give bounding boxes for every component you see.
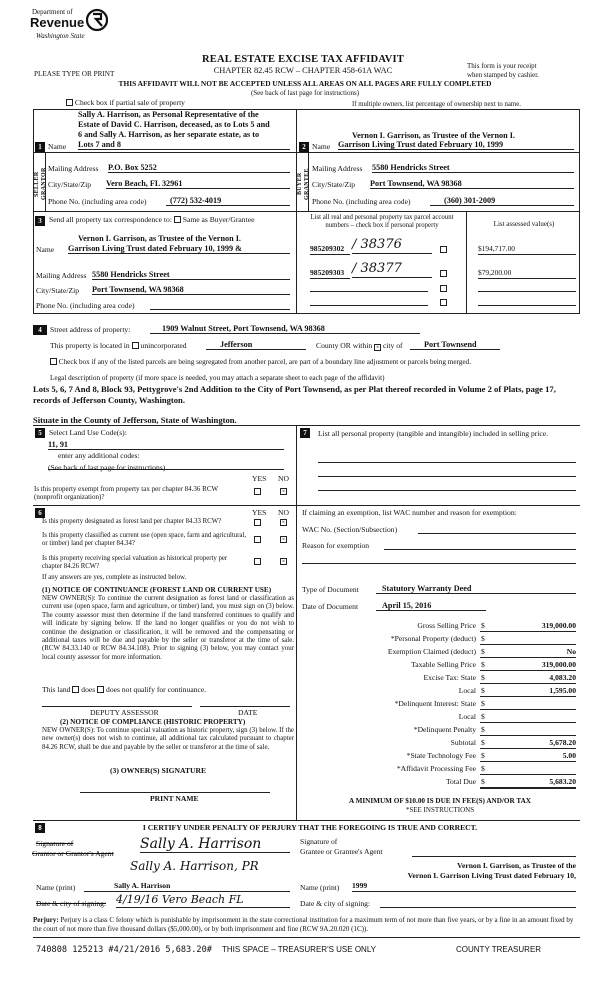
within-city-checkbox[interactable]: × bbox=[375, 345, 380, 351]
s5-yes-header: YES bbox=[252, 474, 267, 483]
located-row bbox=[50, 342, 580, 351]
corr-name-label: Name bbox=[36, 245, 55, 254]
washington-state-text: Washington State bbox=[36, 32, 85, 40]
fee-label: Excise Tax: State bbox=[423, 673, 476, 682]
fee-label: *Delinquent Interest: State bbox=[394, 699, 476, 708]
forest-no-checkbox[interactable]: × bbox=[281, 520, 286, 526]
parcel-empty-row[interactable] bbox=[310, 305, 428, 306]
parcel-row bbox=[310, 261, 578, 280]
partial-sale-label: Check box if partial sale of property bbox=[74, 98, 185, 107]
parcel-handwritten-id: / 38377 bbox=[352, 262, 432, 278]
wac-label: WAC No. (Section/Subsection) bbox=[302, 525, 398, 534]
land-use-code-field[interactable]: 11, 91 bbox=[48, 440, 284, 450]
seller-name-field[interactable]: Lots 7 and 8 bbox=[78, 140, 290, 150]
fee-dollar: $ bbox=[481, 673, 485, 682]
grantor-name-print[interactable]: Sally A. Harrison bbox=[84, 882, 290, 892]
fee-value[interactable]: 1,595.00 bbox=[480, 687, 576, 697]
grantor-name-print-label: Name (print) bbox=[36, 883, 76, 892]
parcel-personal-checkbox[interactable] bbox=[440, 285, 447, 292]
buyer-name-field[interactable]: Garrison Living Trust dated February 10, 1999 bbox=[338, 140, 574, 150]
exempt-no-checkbox[interactable]: × bbox=[281, 489, 286, 495]
minimum-fee-note: A MINIMUM OF $10.00 IS DUE IN FEE(S) AND/OR TAX bbox=[349, 797, 531, 805]
seller-mailing-field[interactable]: P.O. Box 5252 bbox=[108, 163, 290, 173]
seller-phone-field[interactable]: (772) 532-4019 bbox=[166, 196, 290, 206]
fee-dollar: $ bbox=[481, 738, 485, 747]
current-use-no-checkbox[interactable]: × bbox=[281, 537, 286, 543]
fee-dollar: $ bbox=[481, 712, 485, 721]
corr-city-field[interactable]: Port Townsend, WA 98368 bbox=[92, 285, 290, 295]
buyer-name-line-1: Vernon I. Garrison, as Trustee of the Vernon I. bbox=[352, 131, 515, 140]
corr-name-field[interactable]: Garrison Living Trust dated February 10, 1999 & bbox=[68, 244, 290, 254]
perjury-notice bbox=[33, 916, 580, 934]
seller-name-line-1: Sally A. Harrison, as Personal Representative of the bbox=[78, 110, 259, 119]
parcel-empty-value[interactable] bbox=[478, 291, 576, 292]
deputy-assessor-line[interactable] bbox=[42, 706, 192, 707]
deputy-assessor-label: DEPUTY ASSESSOR bbox=[90, 708, 159, 717]
fee-label: *Personal Property (deduct) bbox=[390, 634, 476, 643]
corr-phone-field[interactable] bbox=[150, 309, 290, 310]
notice-compliance-text: NEW OWNER(S): To continue special valuation as historic property, sign (3) below. If the new owner(s) does not wish to continue, all additional tax calculated pursuant to chapter 84.26 RCW, shall be due and payable by the seller or transferor at the time of sale. bbox=[42, 727, 294, 751]
segregated-checkbox[interactable] bbox=[50, 358, 57, 365]
personal-property-line[interactable] bbox=[318, 476, 576, 477]
does-label: does bbox=[81, 685, 96, 694]
receipt-note-2: when stamped by cashier. bbox=[467, 71, 539, 79]
owner-signature-line[interactable] bbox=[80, 792, 270, 793]
section-3-marker: 3 bbox=[35, 216, 45, 226]
exemption-claim-label: If claiming an exemption, list WAC number and reason for exemption: bbox=[302, 508, 517, 517]
personal-property-line[interactable] bbox=[318, 490, 576, 491]
form-title: REAL ESTATE EXCISE TAX AFFIDAVIT bbox=[201, 54, 405, 65]
forest-land-question: Is this property designated as forest land per chapter 84.33 RCW? bbox=[42, 518, 222, 525]
fee-dollar: $ bbox=[481, 699, 485, 708]
same-as-buyer-label: Same as Buyer/Grantee bbox=[182, 215, 255, 224]
fee-value[interactable] bbox=[480, 726, 576, 736]
section-1-marker: 1 bbox=[35, 142, 45, 152]
seller-name-lines bbox=[78, 110, 270, 140]
land-does-not-checkbox[interactable] bbox=[97, 686, 104, 693]
grantee-sig-label-2: Grantee or Grantee's Agent bbox=[300, 847, 383, 856]
land-qualify-row bbox=[42, 686, 206, 695]
historic-question: Is this property receiving special valuation as historical property per chapter 84.26 RCW? bbox=[42, 555, 228, 570]
section-5-marker: 5 bbox=[35, 428, 45, 438]
receipt-note-1: This form is your receipt bbox=[467, 62, 537, 70]
section-7-marker: 7 bbox=[300, 428, 310, 438]
see-instructions-note: *SEE INSTRUCTIONS bbox=[405, 806, 475, 814]
print-name-label: PRINT NAME bbox=[150, 794, 199, 803]
exemption-reason-label: Reason for exemption bbox=[302, 541, 370, 550]
buyer-mailing-label: Mailing Address bbox=[312, 164, 363, 173]
form-subtitle: CHAPTER 82.45 RCW – CHAPTER 458-61A WAC bbox=[213, 66, 393, 75]
notice-compliance-title: (2) NOTICE OF COMPLIANCE (HISTORIC PROPERTY) bbox=[60, 718, 246, 726]
parcel-personal-checkbox[interactable] bbox=[440, 299, 447, 306]
grantee-date-city-line[interactable] bbox=[380, 907, 576, 908]
parcel-handwritten-id: / 38376 bbox=[352, 238, 432, 254]
doc-type-label: Type of Document bbox=[302, 585, 359, 594]
corr-phone-label: Phone No. (including area code) bbox=[36, 301, 135, 310]
fee-dollar: $ bbox=[481, 686, 485, 695]
corr-city-label: City/State/Zip bbox=[36, 286, 80, 295]
parcel-row bbox=[310, 237, 578, 256]
seller-name-label: Name bbox=[48, 142, 67, 151]
parcel-assessed-value[interactable]: $79,200.00 bbox=[478, 269, 576, 279]
land-use-see-back: (See back of last page for instructions) bbox=[48, 463, 166, 472]
grantee-sig-label-1: Signature of bbox=[300, 837, 338, 846]
treasurer-stamp: 740808 125213 #4/21/2016 5,683.20# bbox=[36, 945, 212, 955]
send-correspondence-text: Send all property tax correspondence to: bbox=[49, 215, 172, 224]
fee-label: Total Due bbox=[445, 777, 476, 786]
forest-yes-checkbox[interactable] bbox=[254, 519, 261, 526]
grantee-name-line-1: Vernon I. Garrison, as Trustee of the bbox=[457, 861, 576, 870]
dor-emblem-icon bbox=[86, 8, 108, 32]
certify-statement: I CERTIFY UNDER PENALTY OF PERJURY THAT THE FOREGOING IS TRUE AND CORRECT. bbox=[142, 823, 478, 832]
parcels-header: List all real and personal property tax parcel account numbers – check box if personal property bbox=[310, 214, 454, 229]
county-treasurer-label: COUNTY TREASURER bbox=[456, 945, 542, 954]
corr-mailing-field[interactable]: 5580 Hendricks Street bbox=[92, 270, 290, 280]
grantor-signature-2: Sally A. Harrison, PR bbox=[130, 859, 259, 873]
fee-value[interactable]: 4,083.20 bbox=[480, 674, 576, 684]
fee-label: *Affidavit Processing Fee bbox=[396, 764, 476, 773]
exemption-reason-field[interactable] bbox=[302, 563, 576, 564]
grantor-date-city-label: Date & city of signing: bbox=[36, 899, 107, 908]
fee-label: *State Technology Fee bbox=[406, 751, 476, 760]
doc-type-field[interactable]: Statutory Warranty Deed bbox=[376, 584, 576, 594]
fee-label: Local bbox=[458, 686, 476, 695]
fee-dollar: $ bbox=[481, 647, 485, 656]
fee-label: Subtotal bbox=[450, 738, 476, 747]
s5-no-header: NO bbox=[278, 474, 289, 483]
personal-property-line[interactable] bbox=[318, 462, 576, 463]
fee-value[interactable]: 5,678.20 bbox=[480, 739, 576, 749]
fee-label: Taxable Selling Price bbox=[411, 660, 476, 669]
grantee-name-line-2: Vernon I. Garrison Living Trust dated February 10, bbox=[407, 871, 576, 880]
s6-yes-header: YES bbox=[252, 508, 267, 517]
fee-value[interactable] bbox=[480, 765, 576, 775]
county-field[interactable]: Jefferson bbox=[206, 340, 306, 350]
land-use-label: Select Land Use Code(s): bbox=[49, 428, 127, 437]
fee-value[interactable]: 319,000.00 bbox=[480, 622, 576, 632]
doc-date-label: Date of Document bbox=[302, 602, 359, 611]
parcel-number[interactable]: 985209302 bbox=[310, 245, 350, 255]
section-2-marker: 2 bbox=[299, 142, 309, 152]
revenue-text: Revenue bbox=[30, 15, 85, 30]
if-yes-note: If any answers are yes, complete as instructed below. bbox=[42, 574, 187, 581]
fee-label: Local bbox=[458, 712, 476, 721]
seller-mailing-label: Mailing Address bbox=[48, 164, 99, 173]
exemption-reason-field[interactable] bbox=[384, 549, 576, 550]
grantor-date-city[interactable]: 4/19/16 Vero Beach FL bbox=[116, 894, 290, 908]
fee-dollar: $ bbox=[481, 634, 485, 643]
parcel-personal-checkbox[interactable] bbox=[440, 270, 447, 277]
buyer-grantee-label: BUYER GRANTEE bbox=[297, 168, 310, 200]
historic-yes-checkbox[interactable] bbox=[254, 558, 261, 565]
fee-value[interactable] bbox=[480, 700, 576, 710]
historic-no-checkbox[interactable]: × bbox=[281, 559, 286, 565]
notice-continuance-text: NEW OWNER(S): To continue the current designation as forest land or classification as current use (open space, farm and agriculture, or timber) land, you must sign on (3) below. The county assessor must then determine if the land transferred continues to qualify and will indicate by signing below. If the land no longer qualifies or you do not wish to continue the designation or classification, it will be removed and the compensating or additional taxes will be due and payable by the seller or transferor at the time of sale. (RCW 84.33.140 or RCW 84.34.108). Prior to signing (3) below, you may contact your local county assessor for more information. bbox=[42, 595, 294, 661]
deputy-date-line[interactable] bbox=[200, 706, 290, 707]
see-back-note: (See back of last page for instructions) bbox=[250, 89, 360, 97]
segregated-label: Check box if any of the listed parcels are being segregated from another parcel, are part of a boundary line adjustment or parcels being merged. bbox=[58, 358, 471, 366]
fee-label: Exemption Claimed (deduct) bbox=[387, 647, 476, 656]
multiple-owners-note: If multiple owners, list percentage of ownership next to name. bbox=[352, 101, 521, 108]
same-as-buyer-checkbox[interactable] bbox=[174, 216, 181, 223]
perjury-text: Perjury is a class C felony which is punishable by imprisonment in the state correctional institution for a maximum term of not more than five years, or by a fine in an amount fixed by the court of not more than five thousand dollars ($5,000.00), or by both imprisonment and fine (RCW 9A.20.020 (1C)). bbox=[33, 916, 574, 933]
grantee-name-print[interactable]: 1999 bbox=[352, 882, 576, 892]
grantor-signature[interactable]: Sally A. Harrison bbox=[140, 836, 290, 853]
unincorporated-checkbox[interactable] bbox=[132, 342, 139, 349]
grantee-name-print-label: Name (print) bbox=[300, 883, 340, 892]
legal-description-label: Legal description of property (if more space is needed, you may attach a separate sheet to each page of the affidavit) bbox=[50, 374, 385, 382]
owner-signature-label: (3) OWNER(S) SIGNATURE bbox=[110, 766, 207, 775]
partial-sale-checkbox[interactable] bbox=[66, 99, 73, 106]
segregated-row bbox=[50, 358, 580, 366]
grantee-date-city-label: Date & city of signing: bbox=[300, 899, 371, 908]
fee-dollar: $ bbox=[481, 777, 485, 786]
perjury-label: Perjury: bbox=[33, 916, 59, 924]
seller-city-label: City/State/Zip bbox=[48, 180, 92, 189]
city-field[interactable]: Port Townsend bbox=[410, 340, 500, 350]
fee-label: *Delinquent Penalty bbox=[413, 725, 476, 734]
street-address-field[interactable]: 1909 Walnut Street, Port Townsend, WA 98368 bbox=[150, 324, 420, 334]
current-use-yes-checkbox[interactable] bbox=[254, 536, 261, 543]
additional-codes-label: enter any additional codes: bbox=[58, 451, 140, 460]
fee-dollar: $ bbox=[481, 621, 485, 630]
seller-name-line-3: 6 and Sally A. Harrison, as her separate estate, as to bbox=[78, 130, 260, 139]
please-type-text: PLEASE TYPE OR PRINT bbox=[34, 70, 115, 78]
situate-text: Situate in the County of Jefferson, State of Washington. bbox=[33, 415, 237, 425]
grantee-signature-line[interactable] bbox=[412, 856, 576, 857]
parcel-personal-checkbox[interactable] bbox=[440, 246, 447, 253]
acceptance-warning: THIS AFFIDAVIT WILL NOT BE ACCEPTED UNLESS ALL AREAS ON ALL PAGES ARE FULLY COMPLETED bbox=[118, 79, 492, 88]
doc-date-field[interactable]: April 15, 2016 bbox=[376, 601, 486, 611]
fee-value[interactable]: No bbox=[480, 648, 576, 658]
unincorporated-label: unincorporated bbox=[140, 341, 187, 350]
legal-description-text: Lots 5, 6, 7 And 8, Block 93, Pettygrove's 2nd Addition to the City of Port Townsend, as per Plat thereof recorded in Volume 2 of Plats, page 17, records of Jefferson County, Washington. bbox=[33, 384, 556, 405]
send-correspondence-label bbox=[49, 216, 254, 225]
city-of-text: city of bbox=[382, 341, 403, 350]
fee-dollar: $ bbox=[481, 764, 485, 773]
deputy-date-label: DATE bbox=[238, 708, 258, 717]
corr-mailing-label: Mailing Address bbox=[36, 271, 87, 280]
grantor-sig-label-1: Signature of bbox=[36, 839, 74, 848]
county-or-label bbox=[316, 342, 403, 351]
dor-logo bbox=[24, 6, 114, 56]
fee-value[interactable] bbox=[480, 635, 576, 645]
fee-dollar: $ bbox=[481, 751, 485, 760]
notice-continuance-title: (1) NOTICE OF CONTINUANCE (FOREST LAND OR CURRENT USE) bbox=[42, 586, 272, 594]
parcel-empty-row[interactable] bbox=[310, 291, 428, 292]
exempt-yes-checkbox[interactable] bbox=[254, 488, 261, 495]
does-not-label: does not qualify for continuance. bbox=[106, 685, 207, 694]
buyer-phone-label: Phone No. (including area code) bbox=[312, 197, 411, 206]
fee-value[interactable]: 319,000.00 bbox=[480, 661, 576, 671]
street-address-label: Street address of property: bbox=[50, 325, 131, 334]
fee-value[interactable] bbox=[480, 713, 576, 723]
parcel-number[interactable]: 985209303 bbox=[310, 269, 350, 279]
personal-property-label: List all personal property (tangible and intangible) included in selling price. bbox=[318, 429, 549, 438]
section-6-marker: 6 bbox=[35, 508, 45, 518]
wac-field[interactable] bbox=[418, 533, 576, 534]
section-4-marker: 4 bbox=[33, 325, 47, 335]
dept-of-text: Department of bbox=[32, 8, 73, 16]
exempt-question: Is this property exempt from property tax per chapter 84.36 RCW (nonprofit organization)? bbox=[34, 485, 218, 502]
parcel-assessed-value[interactable]: $194,717.00 bbox=[478, 245, 576, 255]
fee-label: Gross Selling Price bbox=[417, 621, 476, 630]
buyer-name-label: Name bbox=[312, 142, 331, 151]
fee-dollar: $ bbox=[481, 725, 485, 734]
fee-dollar: $ bbox=[481, 660, 485, 669]
buyer-city-label: City/State/Zip bbox=[312, 180, 356, 189]
fee-value[interactable]: 5,683.20 bbox=[480, 778, 576, 789]
section-8-marker: 8 bbox=[35, 823, 45, 833]
corr-name-line-1: Vernon I. Garrison, as Trustee of the Vernon I. bbox=[78, 234, 241, 243]
seller-phone-label: Phone No. (including area code) bbox=[48, 197, 147, 206]
buyer-mailing-field[interactable]: 5580 Hendricks Street bbox=[372, 163, 574, 173]
this-land-label: This land bbox=[42, 685, 71, 694]
located-label: This property is located in bbox=[50, 341, 130, 350]
partial-sale-row bbox=[66, 99, 185, 108]
seller-grantor-label: SELLER GRANTOR bbox=[34, 167, 47, 201]
fee-value[interactable]: 5.00 bbox=[480, 752, 576, 762]
buyer-city-field[interactable]: Port Townsend, WA 98368 bbox=[370, 179, 574, 189]
seller-name-line-2: Estate of David C. Harrison, deceased, as to Lots 5 and bbox=[78, 120, 270, 129]
seller-city-field[interactable]: Vero Beach, FL 32961 bbox=[106, 179, 290, 189]
land-does-checkbox[interactable] bbox=[72, 686, 79, 693]
grantor-sig-label-2: Grantor or Grantor's Agent bbox=[32, 849, 114, 858]
treasurer-space-label: THIS SPACE – TREASURER'S USE ONLY bbox=[222, 945, 377, 954]
assessed-header: List assessed value(s) bbox=[493, 220, 555, 228]
buyer-phone-field[interactable]: (360) 301-2009 bbox=[430, 196, 574, 206]
county-or-text: County OR within bbox=[316, 341, 373, 350]
parcel-empty-value[interactable] bbox=[478, 305, 576, 306]
s6-no-header: NO bbox=[278, 508, 289, 517]
current-use-question: Is this property classified as current use (open space, farm and agricultural, or timber) land per chapter 84.34? bbox=[42, 532, 247, 547]
